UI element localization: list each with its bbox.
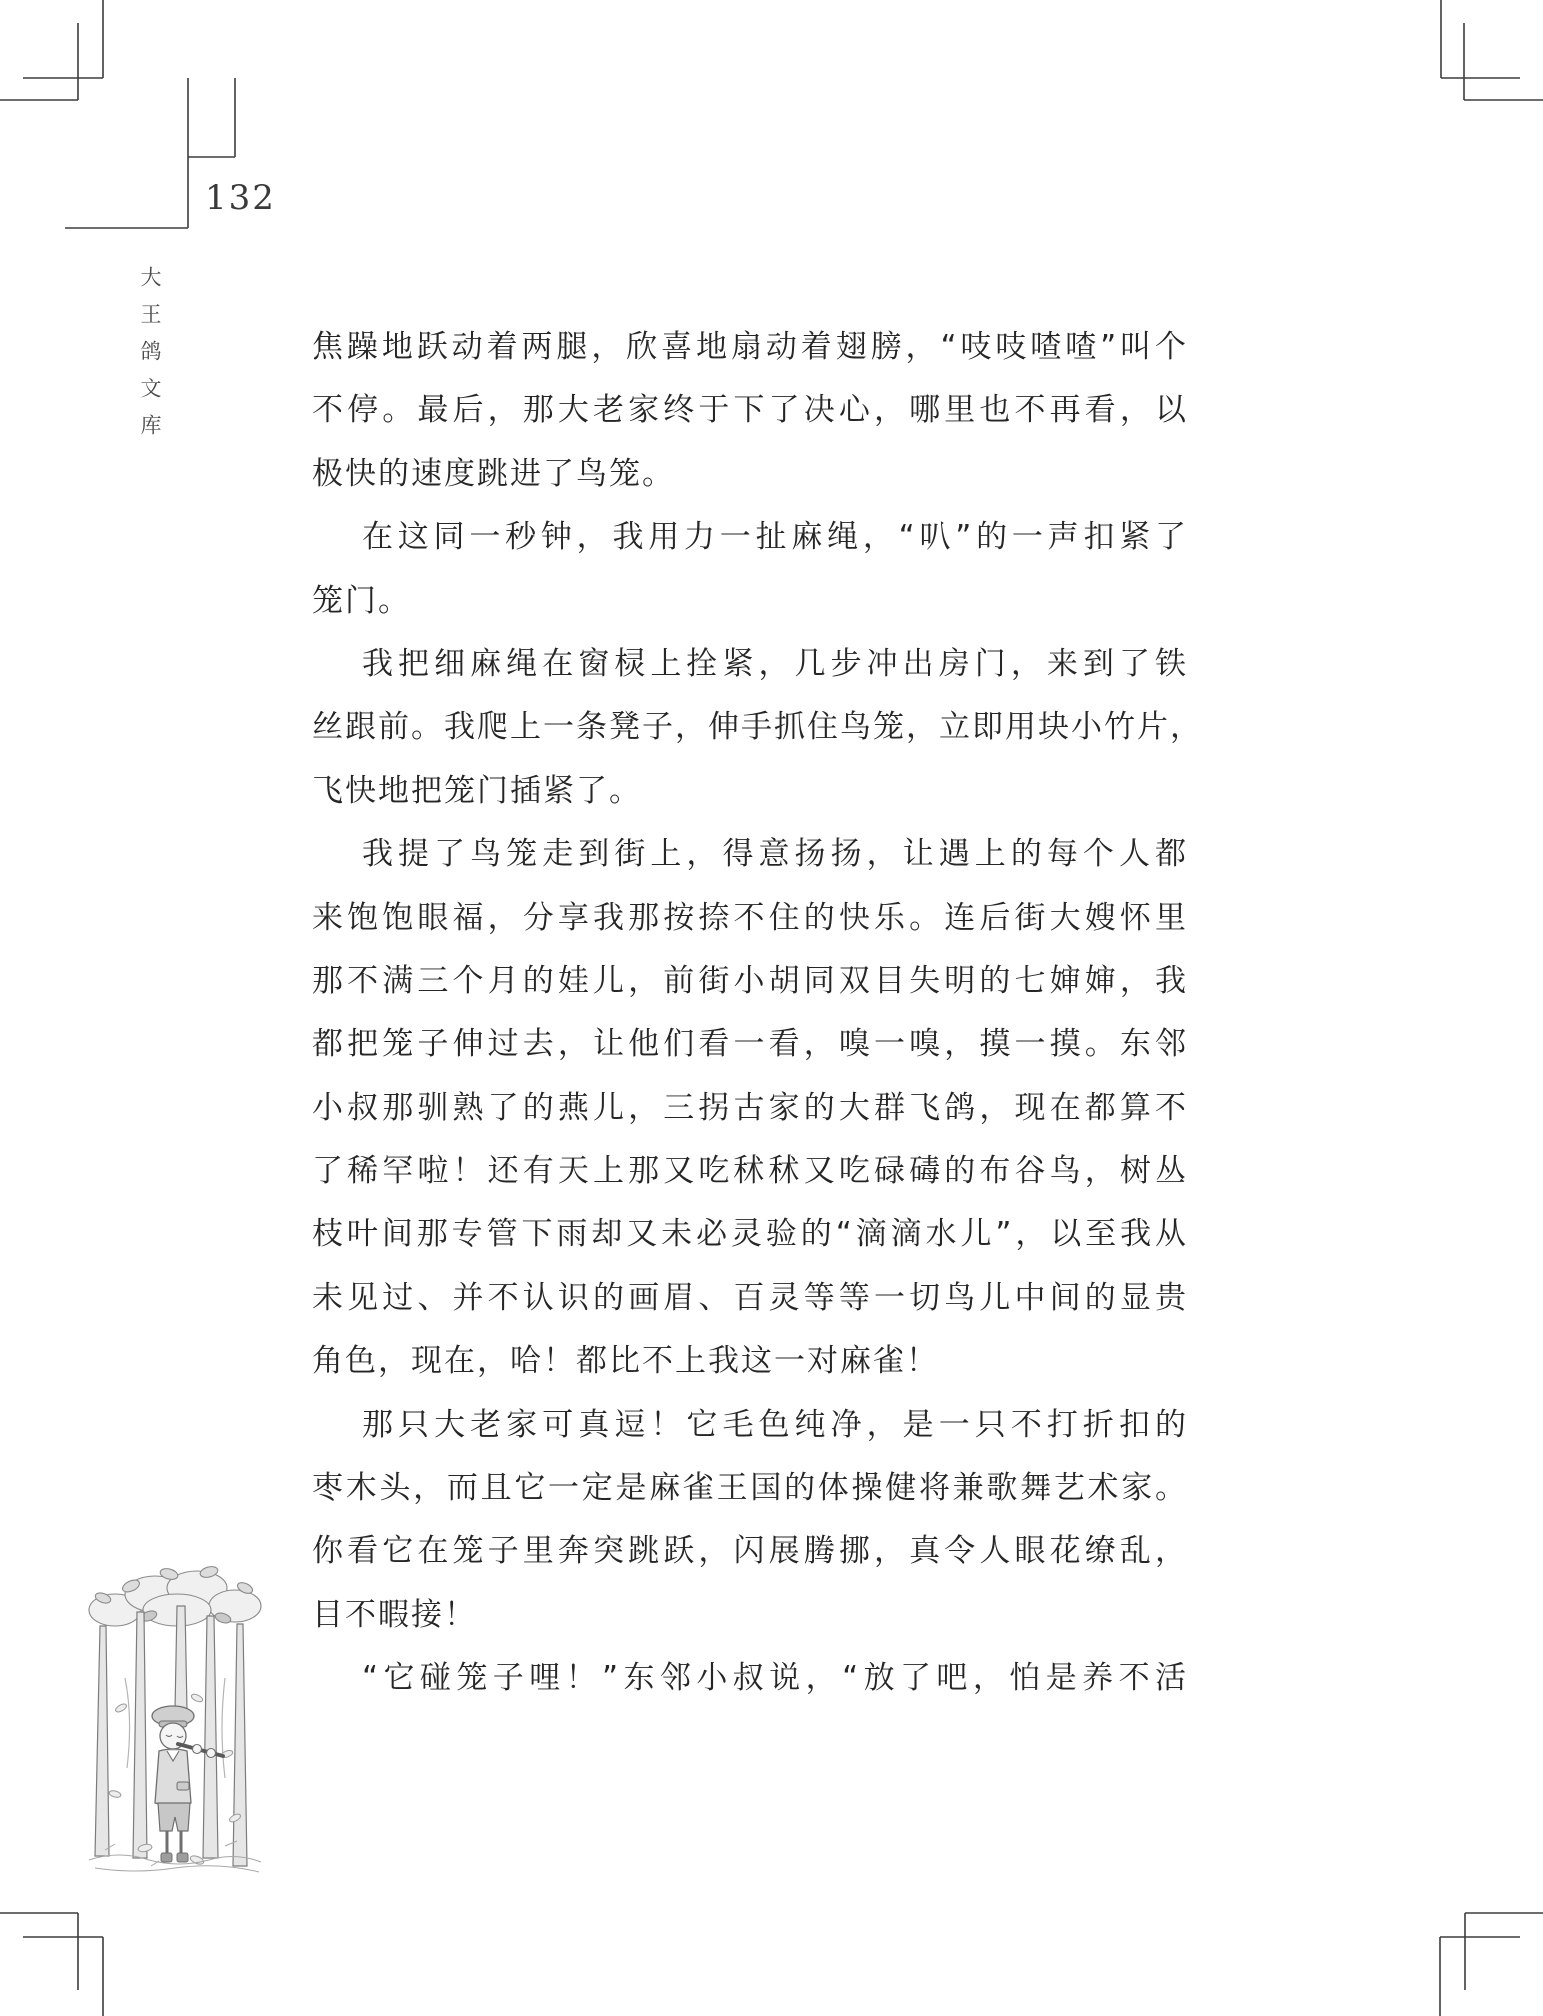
- body-line: 了稀罕啦！还有天上那又吃秫秫又吃碌碡的布谷鸟，树丛: [312, 1153, 1188, 1190]
- body-line: 目不暇接！: [312, 1596, 477, 1633]
- page-number: 132: [205, 178, 276, 218]
- body-line: 我把细麻绳在窗棂上拴紧，几步冲出房门，来到了铁: [362, 645, 1188, 682]
- body-line: 焦躁地跃动着两腿，欣喜地扇动着翅膀，“吱吱喳喳”叫个: [312, 329, 1188, 365]
- body-line: 角色，现在，哈！都比不上我这一对麻雀！: [312, 1343, 939, 1380]
- body-line: 都把笼子伸过去，让他们看一看，嗅一嗅，摸一摸。东邻: [312, 1026, 1188, 1063]
- body-line: 我提了鸟笼走到街上，得意扬扬，让遇上的每个人都: [362, 836, 1188, 873]
- series-title-vertical: 大王鸽文库: [138, 266, 162, 451]
- body-line: 那只大老家可真逗！它毛色纯净，是一只不打折扣的: [362, 1406, 1188, 1443]
- boot: [177, 1853, 188, 1862]
- body-line: 枣木头，而且它一定是麻雀王国的体操健将兼歌舞艺术家。: [312, 1470, 1188, 1507]
- body-line: 枝叶间那专管下雨却又未必灵验的“滴滴水儿”，以至我从: [312, 1216, 1188, 1253]
- body-line: 小叔那驯熟了的燕儿，三拐古家的大群飞鸽，现在都算不: [312, 1089, 1188, 1126]
- body-line: 不停。最后，那大老家终于下了决心，哪里也不再看，以: [312, 392, 1188, 429]
- body-line: 飞快地把笼门插紧了。: [312, 772, 642, 809]
- forest-flute-illustration: [85, 1558, 265, 1878]
- body-line: 在这同一秒钟，我用力一扯麻绳，“叭”的一声扣紧了: [362, 519, 1188, 556]
- pocket: [177, 1782, 189, 1790]
- body-line: 来饱饱眼福，分享我那按捺不住的快乐。连后街大嫂怀里: [312, 899, 1188, 936]
- shorts: [158, 1803, 190, 1831]
- boot: [161, 1853, 172, 1862]
- body-line: 丝跟前。我爬上一条凳子，伸手抓住鸟笼，立即用块小竹片，: [312, 709, 1203, 746]
- hand: [207, 1749, 216, 1758]
- body-line: 你看它在笼子里奔突跳跃，闪展腾挪，真令人眼花缭乱，: [312, 1533, 1188, 1570]
- body-line: 未见过、并不认识的画眉、百灵等等一切鸟儿中间的显贵: [312, 1279, 1188, 1316]
- body-line: 那不满三个月的娃儿，前街小胡同双目失明的七婶婶，我: [312, 962, 1188, 999]
- body-text: [312, 316, 1203, 1711]
- body-line: 极快的速度跳进了鸟笼。: [312, 455, 675, 492]
- hand: [193, 1745, 202, 1754]
- body-line: “它碰笼子哩！”东邻小叔说，“放了吧，怕是养不活: [362, 1660, 1188, 1697]
- tree-canopy: [89, 1565, 261, 1626]
- body-line: 笼门。: [312, 582, 411, 619]
